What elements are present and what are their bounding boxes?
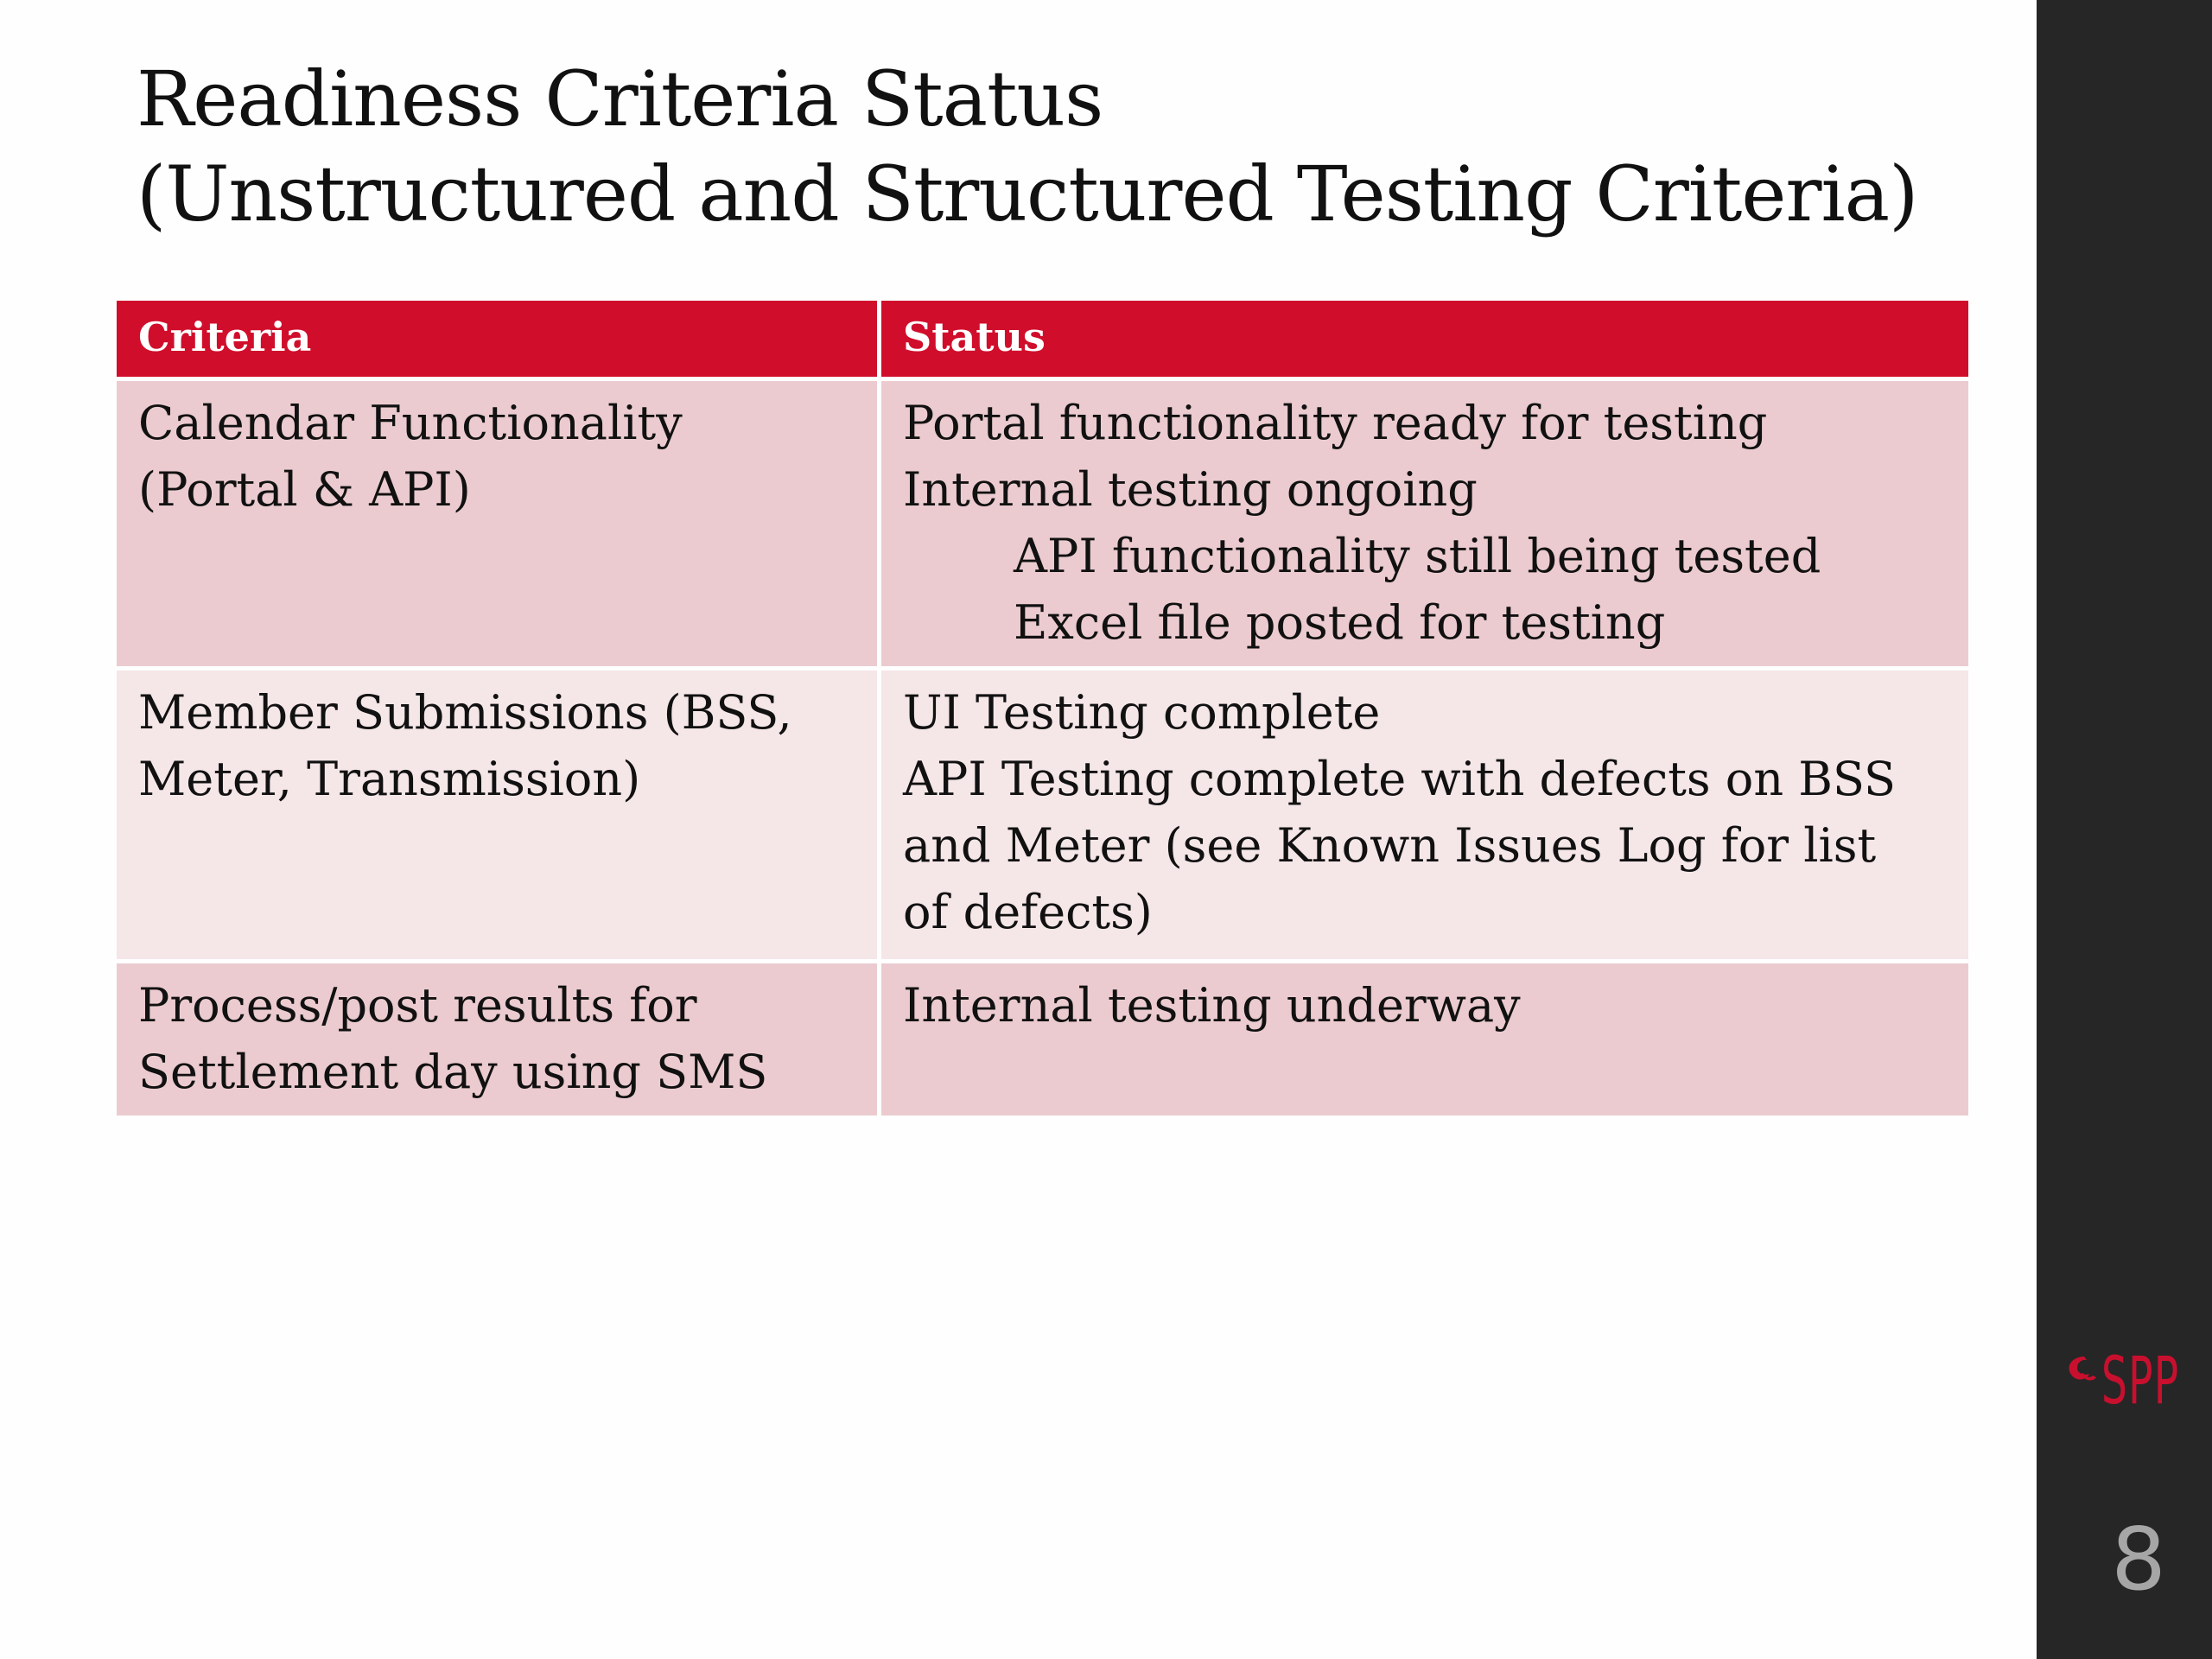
status-line: Portal functionality ready for testing [903, 396, 1768, 450]
page-number: 8 [2111, 1509, 2166, 1610]
criteria-line: Meter, Transmission) [138, 752, 641, 806]
criteria-cell [117, 671, 881, 959]
status-line: Internal testing underway [903, 978, 1521, 1033]
title-line-1: Readiness Criteria Status [137, 54, 1103, 143]
header-criteria: Criteria [117, 301, 881, 377]
table-header-row [117, 301, 1968, 381]
status-cell [881, 381, 1968, 666]
status-cell [881, 963, 1968, 1116]
criteria-line: Settlement day using SMS [138, 1045, 768, 1099]
criteria-line: Process/post results for [138, 978, 697, 1033]
status-cell [881, 671, 1968, 959]
status-line: Internal testing ongoing [903, 462, 1478, 517]
criteria-line: Calendar Functionality [138, 396, 683, 450]
criteria-cell [117, 381, 881, 666]
logo-text: SPP [2101, 1342, 2180, 1419]
header-status: Status [881, 301, 1968, 377]
criteria-line: Member Submissions (BSS, [138, 685, 792, 740]
slide-title [137, 52, 1986, 242]
status-line: and Meter (see Known Issues Log for list [903, 818, 1877, 873]
status-line: UI Testing complete [903, 685, 1381, 740]
table-row [117, 381, 1968, 671]
table-row [117, 963, 1968, 1120]
status-line: API Testing complete with defects on BSS [903, 752, 1896, 806]
status-line: of defects) [903, 885, 1153, 939]
criteria-status-table [117, 301, 1968, 1120]
table-row [117, 671, 1968, 963]
criteria-line: (Portal & API) [138, 462, 471, 517]
criteria-cell [117, 963, 881, 1116]
title-line-2: (Unstructured and Structured Testing Criteria) [137, 149, 1918, 238]
status-subline: API functionality still being tested [1014, 529, 1821, 583]
status-subline: Excel file posted for testing [1014, 595, 1666, 650]
